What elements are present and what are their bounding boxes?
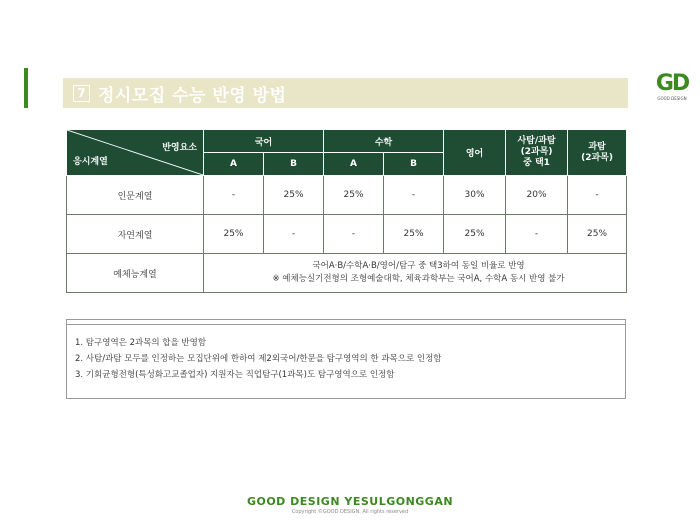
- table-cell: 25%: [384, 215, 444, 254]
- logo-subtext: GOOD DESIGN: [657, 96, 687, 101]
- arts-row-line: 국어A·B/수학A·B/영어/탐구 중 택3하여 동일 비율로 반영: [312, 261, 525, 271]
- section-title: 정시모집 수능 반영 방법: [98, 85, 287, 106]
- table-cell: 25%: [204, 215, 264, 254]
- table-cell: -: [506, 215, 568, 254]
- table-row: [67, 176, 627, 215]
- score-reflection-table: [66, 129, 627, 293]
- row-label: 자연계열: [67, 215, 204, 254]
- note-item: 1. 탐구영역은 2과목의 합을 반영함: [75, 338, 207, 348]
- table-cell: -: [568, 176, 627, 215]
- table-cell: -: [264, 215, 324, 254]
- header-math-a: A: [324, 153, 384, 176]
- corner-bottom-label: 응시계열: [73, 157, 108, 167]
- row-label: 예체능계열: [67, 254, 204, 293]
- table-cell: -: [204, 176, 264, 215]
- footer: [0, 495, 700, 515]
- header-english: 영어: [444, 130, 506, 176]
- table-corner-header: [67, 130, 204, 176]
- notes-box: [66, 319, 626, 399]
- corner-top-label: 반영요소: [162, 143, 197, 153]
- table-cell: 25%: [324, 176, 384, 215]
- table-cell: -: [324, 215, 384, 254]
- arts-row-description: [204, 254, 627, 293]
- table-cell: 30%: [444, 176, 506, 215]
- header-social-science: 사탐/과탐 (2과목) 중 택1: [506, 130, 568, 176]
- table-row: [67, 254, 627, 293]
- logo-mark: GD: [655, 71, 689, 96]
- brand-logo: [655, 72, 689, 106]
- section-number-box: 7: [73, 85, 90, 102]
- header-korean-a: A: [204, 153, 264, 176]
- section-title-band: [63, 78, 628, 108]
- note-item: 3. 기회균형전형(특성화고교졸업자) 지원자는 직업탐구(1과목)도 탐구영역으로 인정함: [75, 370, 395, 380]
- header-math-b: B: [384, 153, 444, 176]
- header-math: 수학: [324, 130, 444, 153]
- row-label: 인문계열: [67, 176, 204, 215]
- table-cell: 25%: [444, 215, 506, 254]
- table-row: [67, 215, 627, 254]
- table-cell: -: [384, 176, 444, 215]
- header-korean: 국어: [204, 130, 324, 153]
- note-item: 2. 사탐/과탐 모두를 인정하는 모집단위에 한하여 제2외국어/한문을 탐구영역의 한 과목으로 인정함: [75, 354, 442, 364]
- header-korean-b: B: [264, 153, 324, 176]
- arts-row-line: ※ 예체능실기전형의 조형예술대학, 체육과학부는 국어A, 수학A 동시 반영 불가: [272, 274, 565, 284]
- footer-copyright: Copyright ©GOOD DESIGN. All rights reserved: [291, 509, 409, 515]
- table-cell: 25%: [568, 215, 627, 254]
- footer-brand: GOOD DESIGN YESULGONGGAN: [246, 495, 454, 508]
- notes-list: [75, 335, 442, 383]
- table-cell: 20%: [506, 176, 568, 215]
- header-science: 과탐 (2과목): [568, 130, 627, 176]
- table-cell: 25%: [264, 176, 324, 215]
- accent-bar: [24, 68, 28, 108]
- notes-top-rule: [67, 324, 625, 325]
